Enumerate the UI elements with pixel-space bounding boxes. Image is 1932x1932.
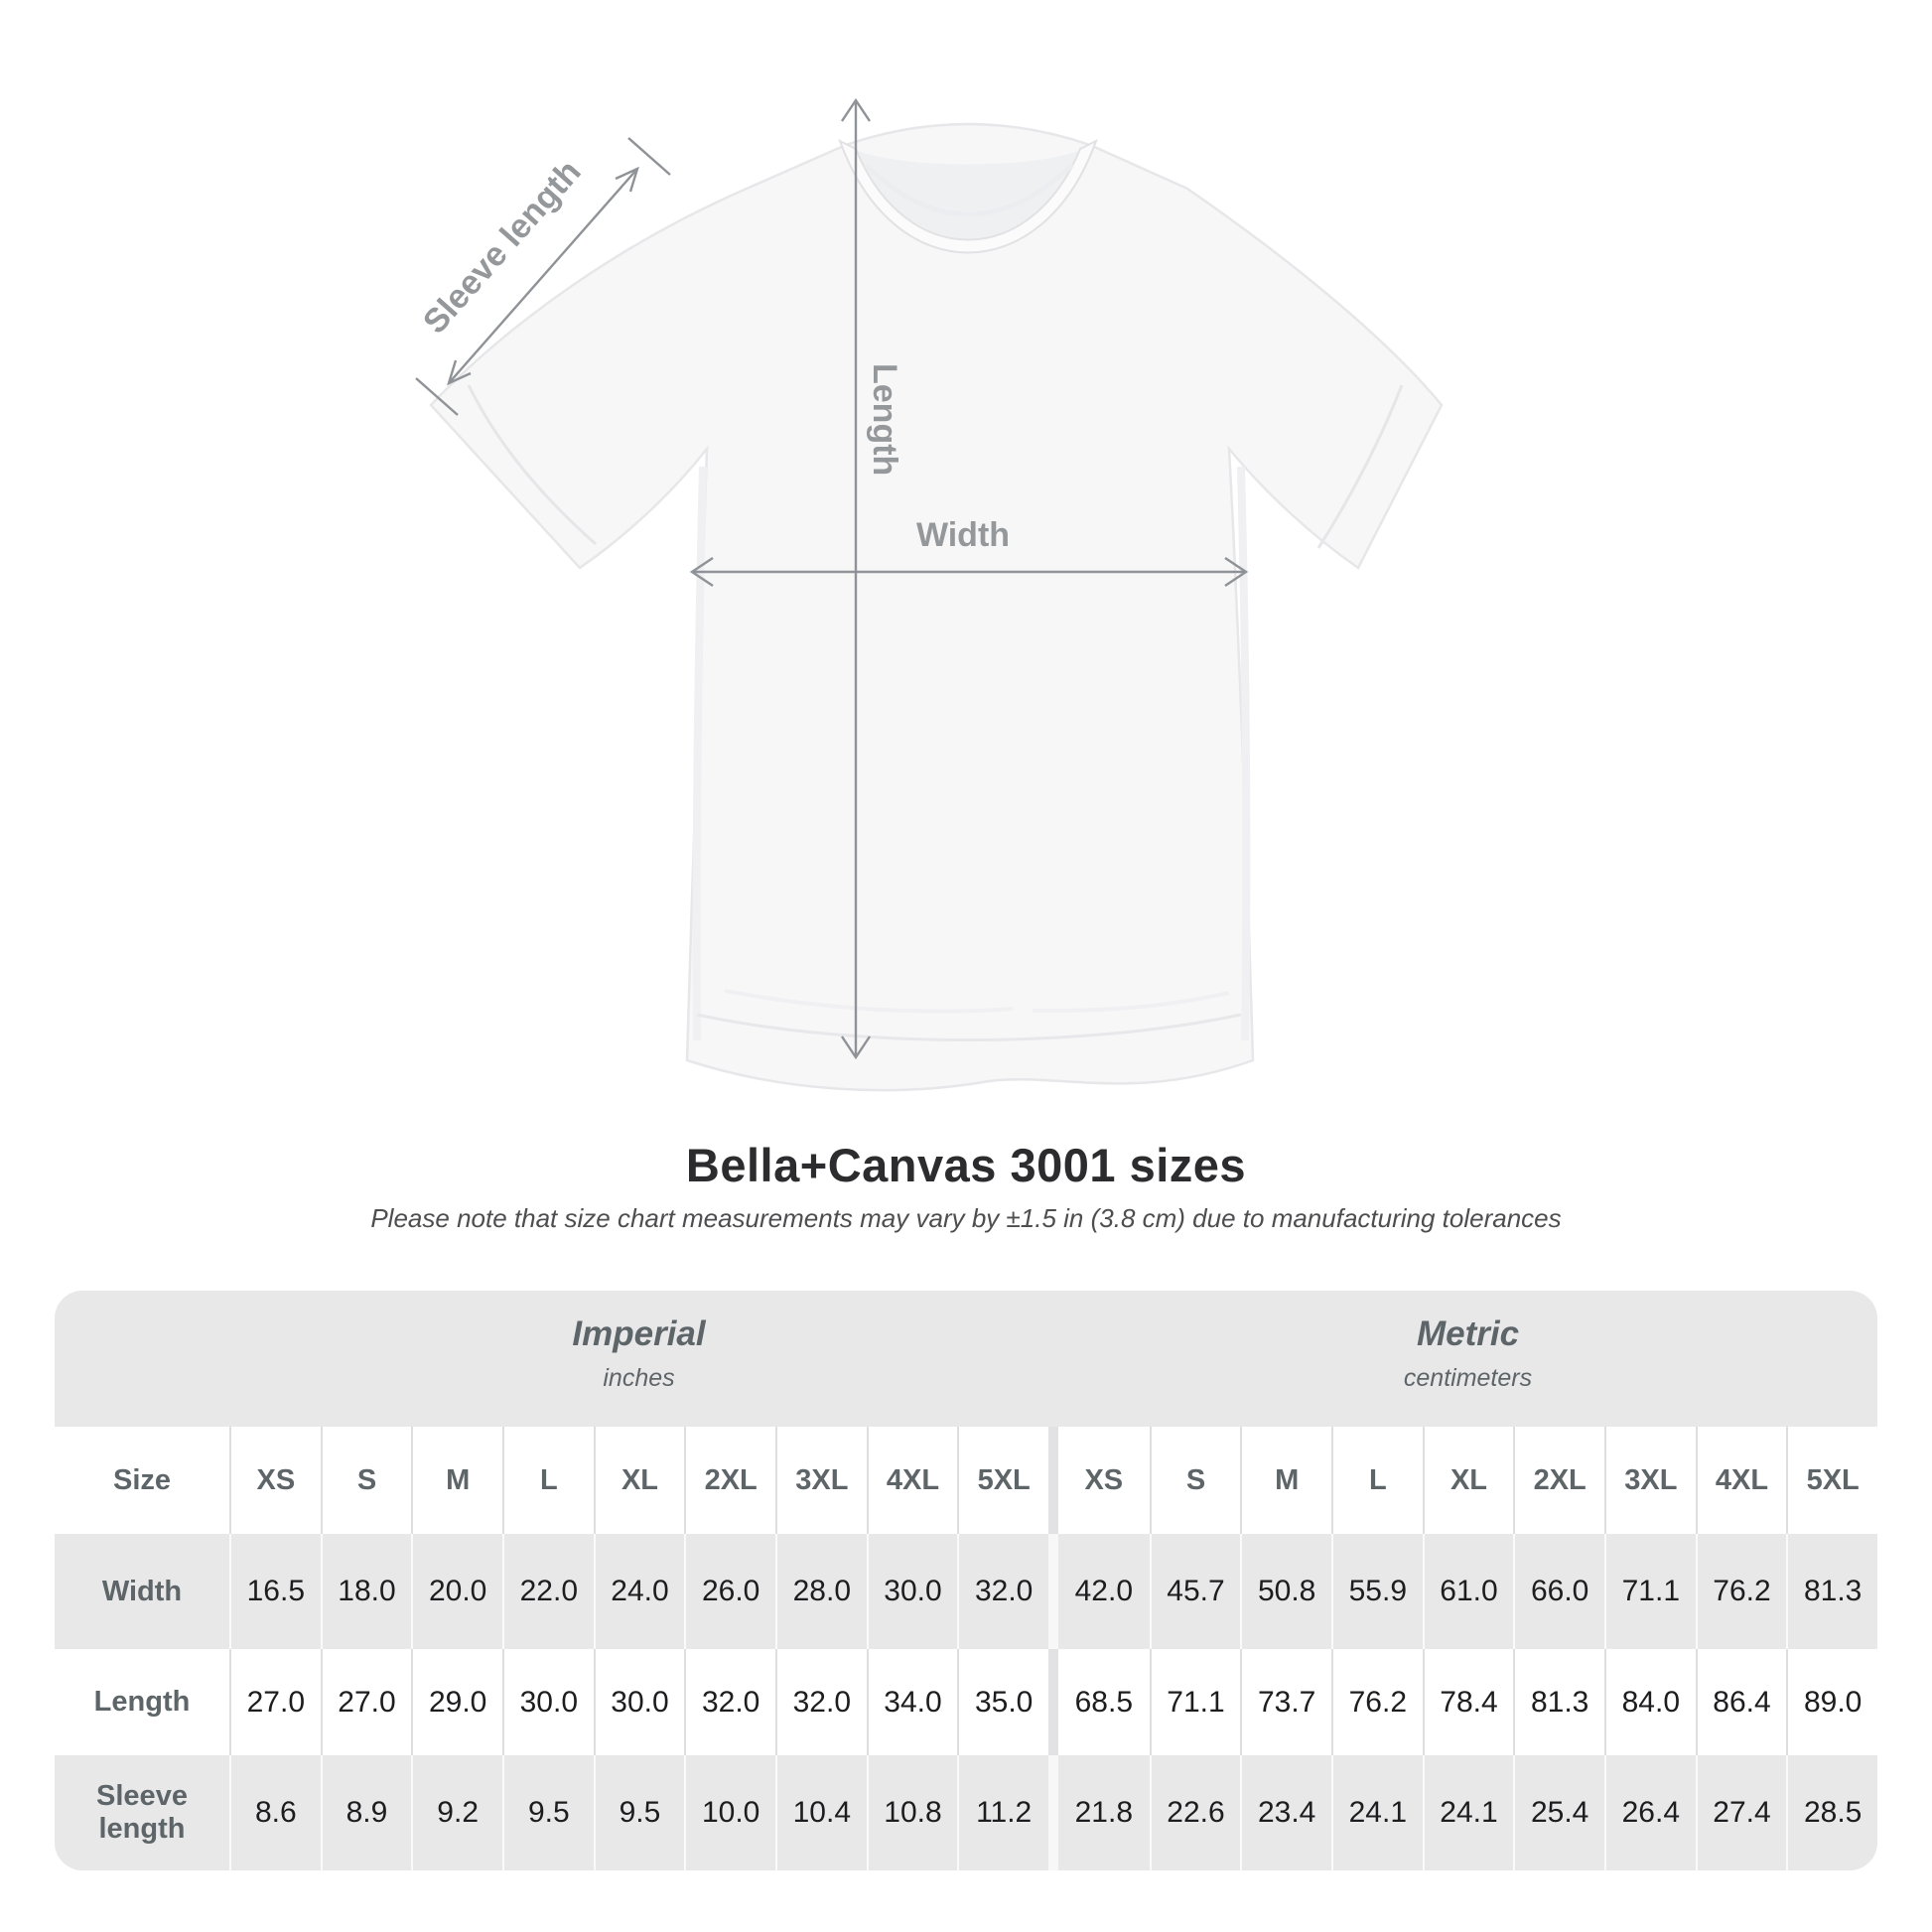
measurement-cell: 22.0 (502, 1534, 594, 1649)
measurement-cell: 35.0 (957, 1649, 1048, 1755)
tolerance-note: Please note that size chart measurements may vary by ±1.5 in (3.8 cm) due to manufacturing tolerances (370, 1203, 1562, 1233)
measurement-cell: 21.8 (1074, 1796, 1134, 1829)
table-row (55, 1534, 1877, 1649)
measurement-cell: 81.3 (1513, 1649, 1604, 1755)
imperial-unit-label: inches (603, 1364, 675, 1392)
measurement-cell: 76.2 (1331, 1649, 1423, 1755)
row-label: Length (93, 1686, 191, 1718)
measurement-cell: 8.9 (321, 1755, 412, 1870)
size-header-cell: 4XL (1696, 1427, 1787, 1534)
imperial-section-header (229, 1291, 1048, 1427)
measurement-cell: 28.5 (1786, 1755, 1877, 1870)
measurement-cell: 45.7 (1150, 1534, 1241, 1649)
table-row (55, 1649, 1877, 1755)
measurement-cell: 10.0 (684, 1755, 775, 1870)
measurement-cell: 22.6 (1150, 1755, 1241, 1870)
measurement-cell: 9.5 (502, 1755, 594, 1870)
measurement-cell: 71.1 (1150, 1649, 1241, 1755)
measurement-cell: 10.4 (775, 1755, 867, 1870)
measurement-cell: 9.5 (594, 1755, 685, 1870)
size-header-cell: M (411, 1427, 502, 1534)
measurement-cell: 24.1 (1423, 1755, 1514, 1870)
measurement-cell: 42.0 (1074, 1575, 1134, 1607)
size-header-cell: 4XL (867, 1427, 958, 1534)
measurement-cell: 89.0 (1786, 1649, 1877, 1755)
size-header-cell: 3XL (1604, 1427, 1696, 1534)
measurement-cell: 27.0 (229, 1649, 321, 1755)
size-header-cell: XL (1423, 1427, 1514, 1534)
measurement-cell: 61.0 (1423, 1534, 1514, 1649)
metric-label: Metric (1416, 1314, 1520, 1353)
measurement-cell: 66.0 (1513, 1534, 1604, 1649)
measurement-cell: 16.5 (229, 1534, 321, 1649)
page-title: Bella+Canvas 3001 sizes (685, 1139, 1247, 1191)
measurement-cell: 25.4 (1513, 1755, 1604, 1870)
measurement-cell: 26.4 (1604, 1755, 1696, 1870)
measurement-cell: 68.5 (1074, 1685, 1134, 1719)
metric-section-header (1058, 1291, 1877, 1427)
measurement-cell: 32.0 (775, 1649, 867, 1755)
tshirt-body (431, 124, 1442, 1090)
measurement-cell: 32.0 (684, 1649, 775, 1755)
measurement-cell: 30.0 (867, 1534, 958, 1649)
measurement-cell: 11.2 (957, 1755, 1048, 1870)
size-header-cell: XS (229, 1427, 321, 1534)
table-row (55, 1755, 1877, 1870)
measurement-cell: 76.2 (1696, 1534, 1787, 1649)
row-label: Width (101, 1575, 183, 1607)
size-header-cell: 2XL (684, 1427, 775, 1534)
length-label: Length (866, 363, 903, 477)
measurement-cell: 27.0 (321, 1649, 412, 1755)
size-header-cell: XS (1084, 1463, 1124, 1496)
size-header-cell: S (1150, 1427, 1241, 1534)
measurement-cell: 27.4 (1696, 1755, 1787, 1870)
measurement-cell: 28.0 (775, 1534, 867, 1649)
measurement-cell: 84.0 (1604, 1649, 1696, 1755)
measurement-cell: 30.0 (594, 1649, 685, 1755)
section-divider (1048, 1534, 1058, 1649)
size-header-cell: 5XL (1786, 1427, 1877, 1534)
section-divider (1048, 1427, 1058, 1534)
size-header-cell: M (1240, 1427, 1331, 1534)
width-label: Width (915, 516, 1011, 554)
measurement-cell: 29.0 (411, 1649, 502, 1755)
size-column-header: Size (112, 1463, 172, 1496)
measurement-cell: 55.9 (1331, 1534, 1423, 1649)
tshirt-illustration (431, 124, 1442, 1090)
row-label: Sleeve length (96, 1780, 188, 1845)
imperial-label: Imperial (572, 1314, 706, 1353)
measurement-cell: 9.2 (411, 1755, 502, 1870)
section-divider (1048, 1649, 1058, 1755)
measurement-cell: 8.6 (229, 1755, 321, 1870)
measurement-cell: 20.0 (411, 1534, 502, 1649)
unit-section-header-row (55, 1291, 1877, 1427)
measurement-cell: 30.0 (502, 1649, 594, 1755)
size-header-cell: L (502, 1427, 594, 1534)
measurement-cell: 26.0 (684, 1534, 775, 1649)
measurement-cell: 18.0 (321, 1534, 412, 1649)
size-header-cell: 2XL (1513, 1427, 1604, 1534)
measurement-cell: 32.0 (957, 1534, 1048, 1649)
size-header-cell: 5XL (957, 1427, 1048, 1534)
measurement-cell: 24.1 (1331, 1755, 1423, 1870)
section-divider (1048, 1755, 1058, 1870)
measurement-cell: 86.4 (1696, 1649, 1787, 1755)
measurement-cell: 10.8 (867, 1755, 958, 1870)
size-table (55, 1291, 1877, 1870)
size-header-cell: S (321, 1427, 412, 1534)
measurement-cell: 50.8 (1240, 1534, 1331, 1649)
size-header-cell: 3XL (775, 1427, 867, 1534)
size-header-cell: L (1331, 1427, 1423, 1534)
measurement-cell: 73.7 (1240, 1649, 1331, 1755)
size-header-cell: XL (594, 1427, 685, 1534)
metric-unit-label: centimeters (1403, 1364, 1533, 1392)
sleeve-length-label: Sleeve length (415, 153, 589, 342)
size-header-row (55, 1427, 1877, 1534)
measurement-cell: 71.1 (1604, 1534, 1696, 1649)
measurement-cell: 78.4 (1423, 1649, 1514, 1755)
measurement-cell: 34.0 (867, 1649, 958, 1755)
measurement-cell: 24.0 (594, 1534, 685, 1649)
measurement-cell: 81.3 (1786, 1534, 1877, 1649)
measurement-cell: 23.4 (1240, 1755, 1331, 1870)
